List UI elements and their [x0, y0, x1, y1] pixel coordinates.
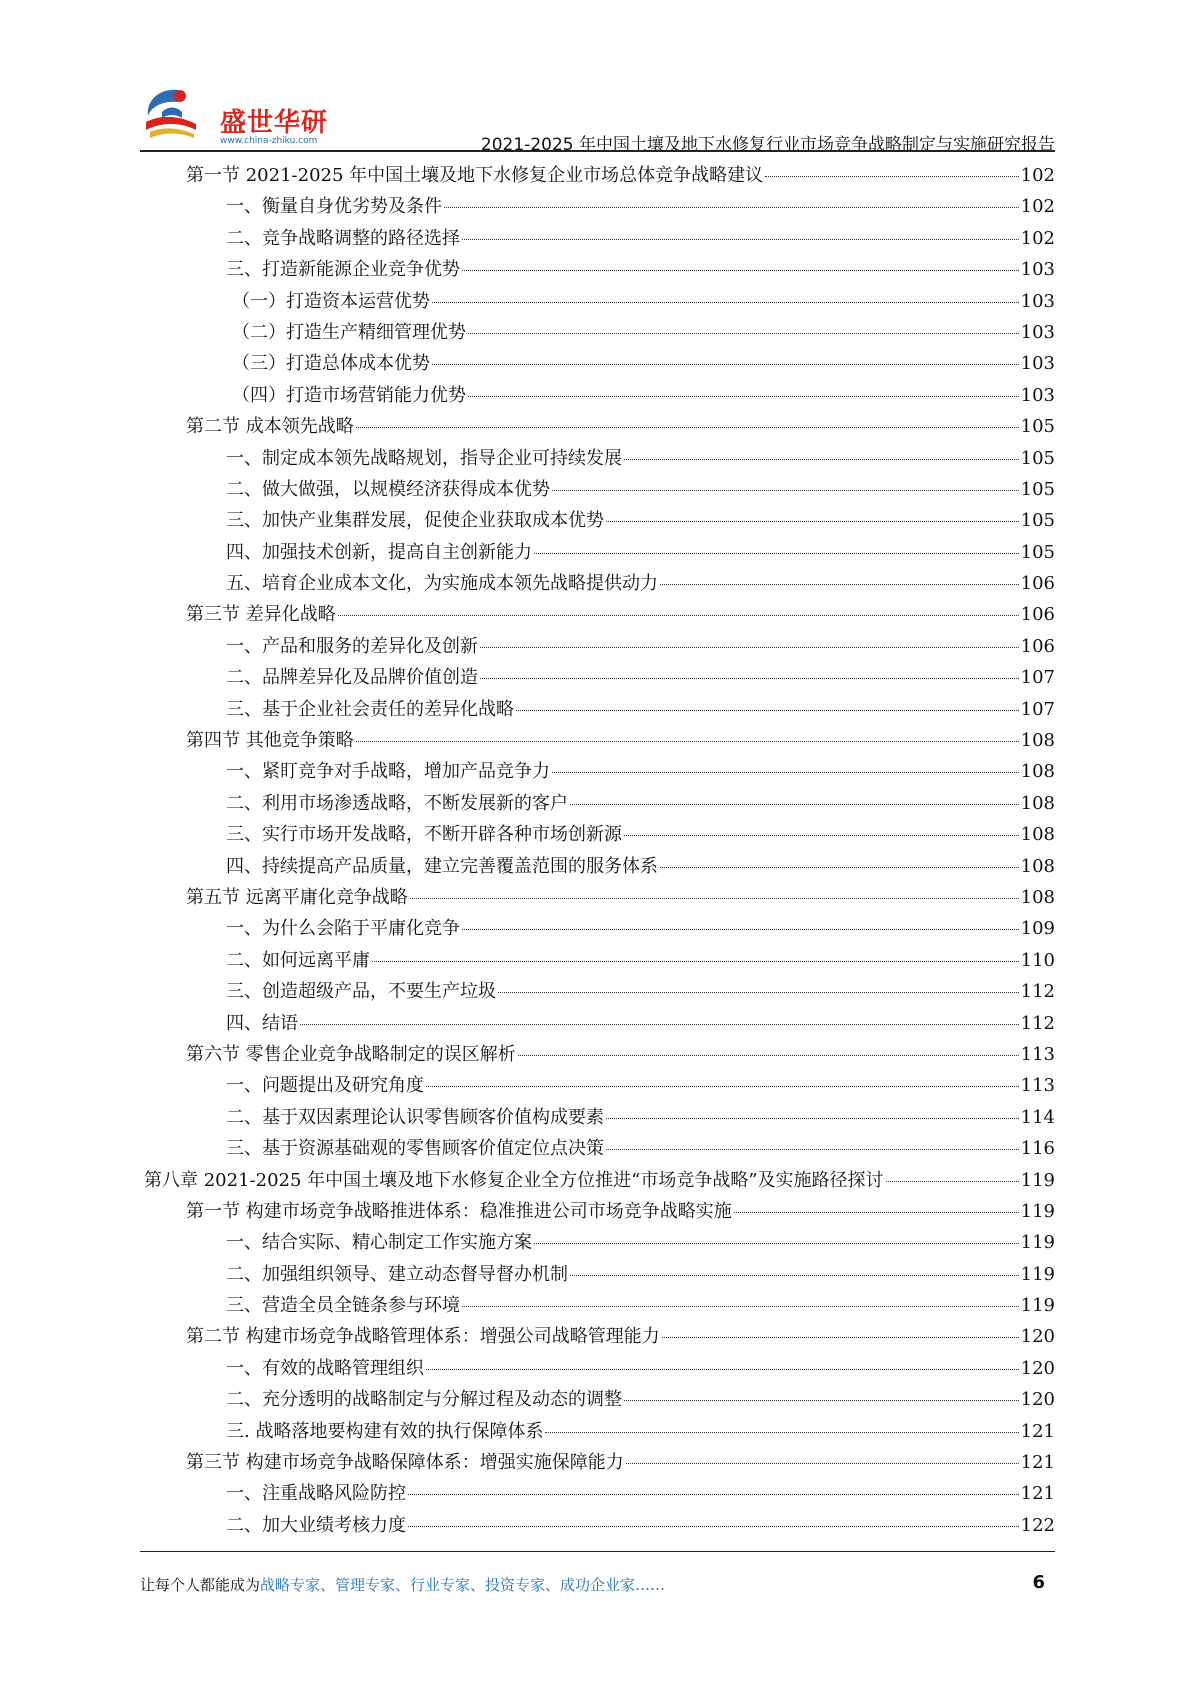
toc-entry[interactable] — [140, 1070, 1055, 1101]
toc-entry-title: 第二节 成本领先战略 — [186, 416, 354, 438]
toc-entry-title: 三、打造新能源企业竞争优势 — [226, 259, 460, 281]
toc-entry[interactable] — [140, 882, 1055, 913]
toc-entry-title: （一）打造资本运营优势 — [232, 290, 430, 312]
toc-dot-leader — [624, 835, 1019, 836]
toc-entry-title: 一、问题提出及研究角度 — [226, 1075, 424, 1097]
toc-entry[interactable] — [140, 788, 1055, 819]
footer-slogan-roles: 战略专家、管理专家、行业专家、投资专家、成功企业家…… — [260, 1576, 666, 1594]
toc-entry[interactable] — [140, 411, 1055, 442]
toc-dot-leader — [468, 396, 1019, 397]
toc-dot-leader — [624, 459, 1019, 460]
toc-entry-page: 113 — [1020, 1043, 1055, 1065]
toc-entry-title: 二、如何远离平庸 — [226, 949, 370, 971]
toc-entry-page: 105 — [1020, 447, 1055, 469]
toc-entry[interactable] — [140, 223, 1055, 254]
toc-dot-leader — [534, 1243, 1019, 1244]
toc-entry-page: 102 — [1020, 227, 1055, 249]
toc-entry[interactable] — [140, 1510, 1055, 1541]
toc-entry-title: 一、紧盯竞争对手战略，增加产品竞争力 — [226, 761, 550, 783]
toc-entry-page: 109 — [1020, 918, 1055, 940]
toc-entry-page: 120 — [1020, 1326, 1055, 1348]
toc-dot-leader — [660, 584, 1019, 585]
toc-entry-page: 108 — [1020, 824, 1055, 846]
toc-entry[interactable] — [140, 1227, 1055, 1258]
toc-dot-leader — [886, 1181, 1019, 1182]
toc-entry-page: 105 — [1020, 478, 1055, 500]
toc-entry-page: 105 — [1020, 541, 1055, 563]
toc-entry-title: 三、营造全员全链条参与环境 — [226, 1295, 460, 1317]
toc-dot-leader — [408, 1494, 1019, 1495]
toc-entry-title: 二、利用市场渗透战略，不断发展新的客户 — [226, 792, 568, 814]
toc-entry-title: 一、结合实际、精心制定工作实施方案 — [226, 1232, 532, 1254]
toc-entry-title: 二、品牌差异化及品牌价值创造 — [226, 667, 478, 689]
toc-entry-title: 第四节 其他竞争策略 — [186, 730, 354, 752]
toc-entry-page: 112 — [1020, 1012, 1055, 1034]
toc-entry-title: 二、充分透明的战略制定与分解过程及动态的调整 — [226, 1389, 622, 1411]
toc-entry-page: 120 — [1020, 1357, 1055, 1379]
toc-entry-title: 第八章 2021-2025 年中国土壤及地下水修复企业全方位推进“市场竞争战略”及实施路径探讨 — [144, 1169, 884, 1191]
toc-entry-title: 三. 战略落地要构建有效的执行保障体系 — [226, 1420, 544, 1442]
toc-entry[interactable] — [140, 1039, 1055, 1070]
toc-entry-title: 四、加强技术创新，提高自主创新能力 — [226, 541, 532, 563]
toc-entry[interactable] — [140, 474, 1055, 505]
toc-entry[interactable] — [140, 1478, 1055, 1509]
toc-entry[interactable] — [140, 945, 1055, 976]
toc-entry-page: 102 — [1020, 165, 1055, 186]
toc-entry-page: 121 — [1020, 1420, 1055, 1442]
toc-entry-page: 119 — [1020, 1232, 1055, 1254]
toc-dot-leader — [606, 1118, 1019, 1119]
toc-entry-page: 116 — [1020, 1138, 1055, 1160]
toc-dot-leader — [480, 647, 1019, 648]
toc-dot-leader — [534, 553, 1019, 554]
toc-entry[interactable] — [140, 913, 1055, 944]
toc-entry-title: 四、持续提高产品质量，建立完善覆盖范围的服务体系 — [226, 855, 658, 877]
table-of-contents — [140, 160, 1055, 1541]
toc-entry-title: 三、基于资源基础观的零售顾客价值定位点决策 — [226, 1138, 604, 1160]
toc-dot-leader — [468, 333, 1019, 334]
toc-entry[interactable] — [140, 976, 1055, 1007]
toc-entry-title: 三、加快产业集群发展，促使企业获取成本优势 — [226, 510, 604, 532]
toc-entry-page: 121 — [1020, 1483, 1055, 1505]
toc-entry-title: 二、做大做强，以规模经济获得成本优势 — [226, 478, 550, 500]
toc-entry-title: 第二节 构建市场竞争战略管理体系：增强公司战略管理能力 — [186, 1326, 660, 1348]
toc-entry[interactable] — [140, 505, 1055, 536]
toc-entry-page: 108 — [1020, 792, 1055, 814]
toc-entry[interactable] — [140, 568, 1055, 599]
toc-dot-leader — [426, 1369, 1019, 1370]
toc-entry[interactable] — [140, 694, 1055, 725]
toc-dot-leader — [498, 992, 1019, 993]
toc-entry[interactable] — [140, 1196, 1055, 1227]
toc-dot-leader — [462, 929, 1019, 930]
toc-dot-leader — [338, 615, 1019, 616]
page-footer — [140, 1574, 1055, 1598]
toc-entry[interactable] — [140, 631, 1055, 662]
toc-dot-leader — [606, 521, 1019, 522]
toc-entry[interactable] — [140, 1384, 1055, 1415]
toc-entry-title: 一、注重战略风险防控 — [226, 1483, 406, 1505]
toc-entry-page: 103 — [1020, 353, 1055, 375]
toc-entry[interactable] — [140, 599, 1055, 630]
toc-entry[interactable] — [140, 1447, 1055, 1478]
toc-entry-page: 103 — [1020, 384, 1055, 406]
toc-dot-leader — [480, 678, 1019, 679]
toc-entry-page: 108 — [1020, 761, 1055, 783]
toc-entry[interactable] — [140, 191, 1055, 222]
footer-divider — [140, 1551, 1055, 1552]
toc-dot-leader — [462, 239, 1019, 240]
toc-entry-title: 三、实行市场开发战略，不断开辟各种市场创新源 — [226, 824, 622, 846]
toc-entry-page: 108 — [1020, 886, 1055, 908]
toc-dot-leader — [626, 1463, 1019, 1464]
toc-entry-page: 105 — [1020, 510, 1055, 532]
toc-entry-title: 第五节 远离平庸化竞争战略 — [186, 886, 408, 908]
toc-entry-page: 102 — [1020, 196, 1055, 218]
toc-entry-page: 120 — [1020, 1389, 1055, 1411]
toc-dot-leader — [545, 1432, 1018, 1433]
toc-entry-page: 103 — [1020, 290, 1055, 312]
toc-entry-page: 107 — [1020, 698, 1055, 720]
toc-entry[interactable] — [140, 1416, 1055, 1447]
toc-entry[interactable] — [140, 662, 1055, 693]
toc-entry-page: 106 — [1020, 604, 1055, 626]
toc-entry-page: 106 — [1020, 573, 1055, 595]
toc-dot-leader — [444, 207, 1019, 208]
toc-entry[interactable] — [140, 348, 1055, 379]
toc-entry[interactable] — [140, 443, 1055, 474]
toc-dot-leader — [516, 710, 1019, 711]
toc-entry-page: 119 — [1020, 1169, 1055, 1191]
toc-entry-page: 112 — [1020, 981, 1055, 1003]
toc-entry-title: 一、产品和服务的差异化及创新 — [226, 635, 478, 657]
toc-entry[interactable] — [140, 1008, 1055, 1039]
toc-entry-page: 103 — [1020, 321, 1055, 343]
footer-slogan-lead: 让每个人都能成为 — [140, 1576, 261, 1594]
toc-dot-leader — [734, 1212, 1019, 1213]
toc-dot-leader — [518, 1055, 1019, 1056]
toc-dot-leader — [408, 1526, 1019, 1527]
page-number: 6 — [1032, 1572, 1045, 1593]
toc-dot-leader — [432, 302, 1019, 303]
toc-entry[interactable] — [140, 286, 1055, 317]
toc-dot-leader — [300, 1024, 1019, 1025]
toc-entry[interactable] — [140, 1259, 1055, 1290]
toc-dot-leader — [552, 772, 1019, 773]
toc-entry-title: 二、加大业绩考核力度 — [226, 1514, 406, 1536]
toc-dot-leader — [624, 1400, 1019, 1401]
toc-entry-title: （三）打造总体成本优势 — [232, 353, 430, 375]
toc-entry[interactable] — [140, 1165, 1055, 1196]
brand-url: www.china-zhiku.com — [220, 136, 318, 146]
toc-dot-leader — [765, 176, 1019, 177]
toc-entry-page: 108 — [1020, 855, 1055, 877]
toc-dot-leader — [570, 804, 1019, 805]
toc-entry-title: 第一节 2021-2025 年中国土壤及地下水修复企业市场总体竞争战略建议 — [186, 165, 764, 186]
toc-dot-leader — [662, 1337, 1019, 1338]
report-title: 2021-2025 年中国土壤及地下水修复行业市场竞争战略制定与实施研究报告 — [480, 135, 1055, 155]
header-divider — [140, 150, 1055, 152]
toc-entry-title: 五、培育企业成本文化，为实施成本领先战略提供动力 — [226, 573, 658, 595]
toc-dot-leader — [660, 867, 1019, 868]
toc-entry[interactable] — [140, 1133, 1055, 1164]
toc-entry-page: 122 — [1020, 1514, 1055, 1536]
toc-entry-title: 三、创造超级产品，不要生产垃圾 — [226, 981, 496, 1003]
toc-entry[interactable] — [140, 1353, 1055, 1384]
toc-entry-page: 106 — [1020, 635, 1055, 657]
toc-dot-leader — [462, 1306, 1019, 1307]
toc-entry-title: 一、制定成本领先战略规划，指导企业可持续发展 — [226, 447, 622, 469]
toc-entry[interactable] — [140, 1102, 1055, 1133]
brand-logo-icon — [140, 86, 215, 142]
toc-entry[interactable] — [140, 851, 1055, 882]
toc-entry-title: 第三节 差异化战略 — [186, 604, 336, 626]
toc-dot-leader — [552, 490, 1019, 491]
toc-dot-leader — [570, 1275, 1019, 1276]
toc-entry[interactable] — [140, 819, 1055, 850]
toc-dot-leader — [372, 961, 1019, 962]
toc-entry-title: 二、加强组织领导、建立动态督导督办机制 — [226, 1263, 568, 1285]
toc-entry[interactable] — [140, 160, 1055, 191]
page-header — [140, 78, 1055, 155]
toc-entry-title: 二、竞争战略调整的路径选择 — [226, 227, 460, 249]
toc-dot-leader — [356, 741, 1019, 742]
toc-entry-title: （二）打造生产精细管理优势 — [232, 321, 466, 343]
toc-entry-page: 119 — [1020, 1263, 1055, 1285]
toc-entry-page: 107 — [1020, 667, 1055, 689]
toc-entry-title: 三、基于企业社会责任的差异化战略 — [226, 698, 514, 720]
toc-entry-page: 114 — [1020, 1106, 1055, 1128]
toc-entry-page: 121 — [1020, 1452, 1055, 1474]
toc-entry-page: 110 — [1020, 949, 1055, 971]
toc-entry[interactable] — [140, 1321, 1055, 1352]
toc-dot-leader — [606, 1149, 1019, 1150]
toc-dot-leader — [426, 1086, 1019, 1087]
toc-entry-title: （四）打造市场营销能力优势 — [232, 384, 466, 406]
toc-entry[interactable] — [140, 725, 1055, 756]
toc-entry-page: 119 — [1020, 1295, 1055, 1317]
toc-entry-page: 119 — [1020, 1200, 1055, 1222]
toc-entry-title: 一、衡量自身优劣势及条件 — [226, 196, 442, 218]
toc-entry-page: 105 — [1020, 416, 1055, 438]
toc-entry-page: 108 — [1020, 730, 1055, 752]
toc-entry[interactable] — [140, 1290, 1055, 1321]
toc-entry-page: 113 — [1020, 1075, 1055, 1097]
toc-entry[interactable] — [140, 380, 1055, 411]
toc-entry-title: 一、有效的战略管理组织 — [226, 1357, 424, 1379]
toc-entry-title: 第三节 构建市场竞争战略保障体系：增强实施保障能力 — [186, 1452, 624, 1474]
toc-entry[interactable] — [140, 537, 1055, 568]
toc-entry-title: 第六节 零售企业竞争战略制定的误区解析 — [186, 1043, 516, 1065]
toc-dot-leader — [462, 270, 1019, 271]
toc-dot-leader — [410, 898, 1019, 899]
toc-dot-leader — [356, 427, 1019, 428]
toc-entry[interactable] — [140, 254, 1055, 285]
toc-entry-title: 二、基于双因素理论认识零售顾客价值构成要素 — [226, 1106, 604, 1128]
toc-entry-title: 一、为什么会陷于平庸化竞争 — [226, 918, 460, 940]
toc-entry[interactable] — [140, 317, 1055, 348]
brand-name: 盛世华研 — [220, 108, 329, 138]
toc-entry[interactable] — [140, 756, 1055, 787]
toc-entry-title: 四、结语 — [226, 1012, 298, 1034]
toc-entry-title: 第一节 构建市场竞争战略推进体系：稳准推进公司市场竞争战略实施 — [186, 1200, 732, 1222]
toc-entry-page: 103 — [1020, 259, 1055, 281]
toc-dot-leader — [432, 364, 1019, 365]
